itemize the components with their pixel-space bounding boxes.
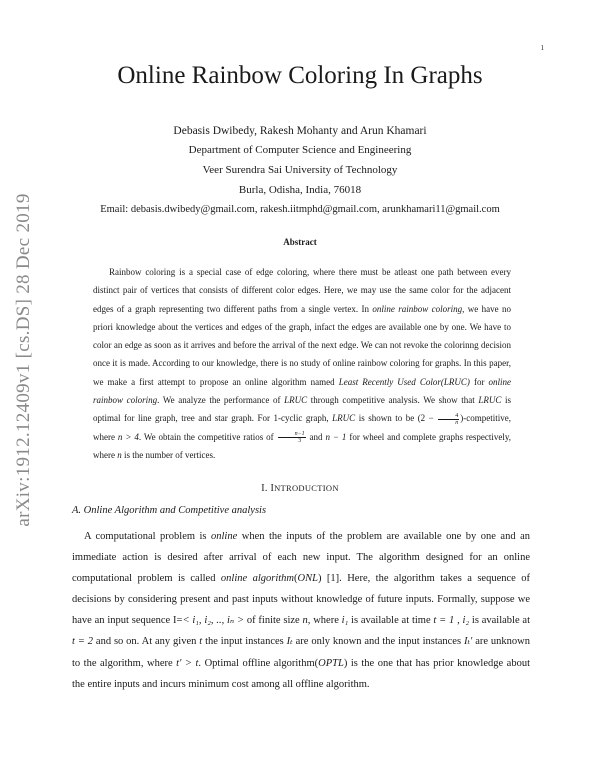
abstract-body	[93, 263, 511, 464]
page-number: 1	[540, 44, 544, 52]
abstract-heading: Abstract	[283, 237, 317, 247]
arxiv-stamp: arXiv:1912.12409v1 [cs.DS] 28 Dec 2019	[13, 193, 34, 527]
fraction-n-minus-1-over-3: $\frac{n-1}{3}$	[278, 431, 306, 444]
section-heading-introduction: I. INTRODUCTION	[261, 483, 339, 494]
intro-body	[72, 526, 530, 695]
fraction-4-over-n: $\frac{4}{n}$	[438, 413, 459, 426]
department: Department of Computer Science and Engineering	[188, 144, 412, 156]
paper-title: Online Rainbow Coloring In Graphs	[117, 62, 483, 89]
university: Veer Surendra Sai University of Technology	[202, 164, 398, 176]
intro-paragraph: A computational problem is online when the inputs of the problem are available one by one and an immediate action is desired after arrival of each new input. The algorithm designed for an online computational problem is called online algorithm(ONL) [1]. Here, the algorithm takes a sequence of decisions by considering present and past inputs without knowledge of future inputs. Formally, suppose we have an input sequence I=< i₁, i₂, .., iₙ > of finite size n, where i₁ is available at time t = 1 , i₂ is available at t = 2 and so on. At any given t the input instances Iₜ are only known and the input instances Iₜ′ are unknown to the algorithm, where t′ > t. Optimal offline algorithm(OPTL) is the one that has prior knowledge about the entire inputs and incurs minimum cost among all offline algorithm.	[72, 531, 531, 690]
location: Burla, Odisha, India, 76018	[238, 184, 362, 196]
subsection-heading: A. Online Algorithm and Competitive analysis	[72, 505, 267, 516]
email-line: Email: debasis.dwibedy@gmail.com, rakesh.iitmphd@gmail.com, arunkhamari11@gmail.com	[100, 204, 500, 215]
authors: Debasis Dwibedy, Rakesh Mohanty and Arun Khamari	[173, 125, 427, 137]
abstract-paragraph: Rainbow coloring is a special case of edge coloring, where there must be atleast one path between every distinct pair of vertices that consists of different color edges. Here, we may use the same color for the adjacent edges of a graph representing two different paths from a single vertex. In online rainbow coloring, we have no priori knowledge about the vertices and edges of the graph, infact the edges are available one by one. We have to color an edge as soon as it arrives and before the arrival of the next edge. We can not revoke the colorinng decision once it is made. According to our knowledge, there is no study of online rainbow coloring for graphs. In this paper, we make a first attempt to propose an online algorithm named Least Recently Used Color(LRUC) for online rainbow coloring. We analyze the performance of LRUC through competitive analysis. We show that LRUC is optimal for line graph, tree and star graph. For 1-cyclic graph, LRUC is shown to be (2 − $\frac{4}{n}$ )-competitive, where n > 4. We obtain the competitive ratios of $\frac{n-1}{3}$ and n − 1 for wheel and complete graphs respectively, where n is the number of vertices.	[93, 267, 512, 460]
